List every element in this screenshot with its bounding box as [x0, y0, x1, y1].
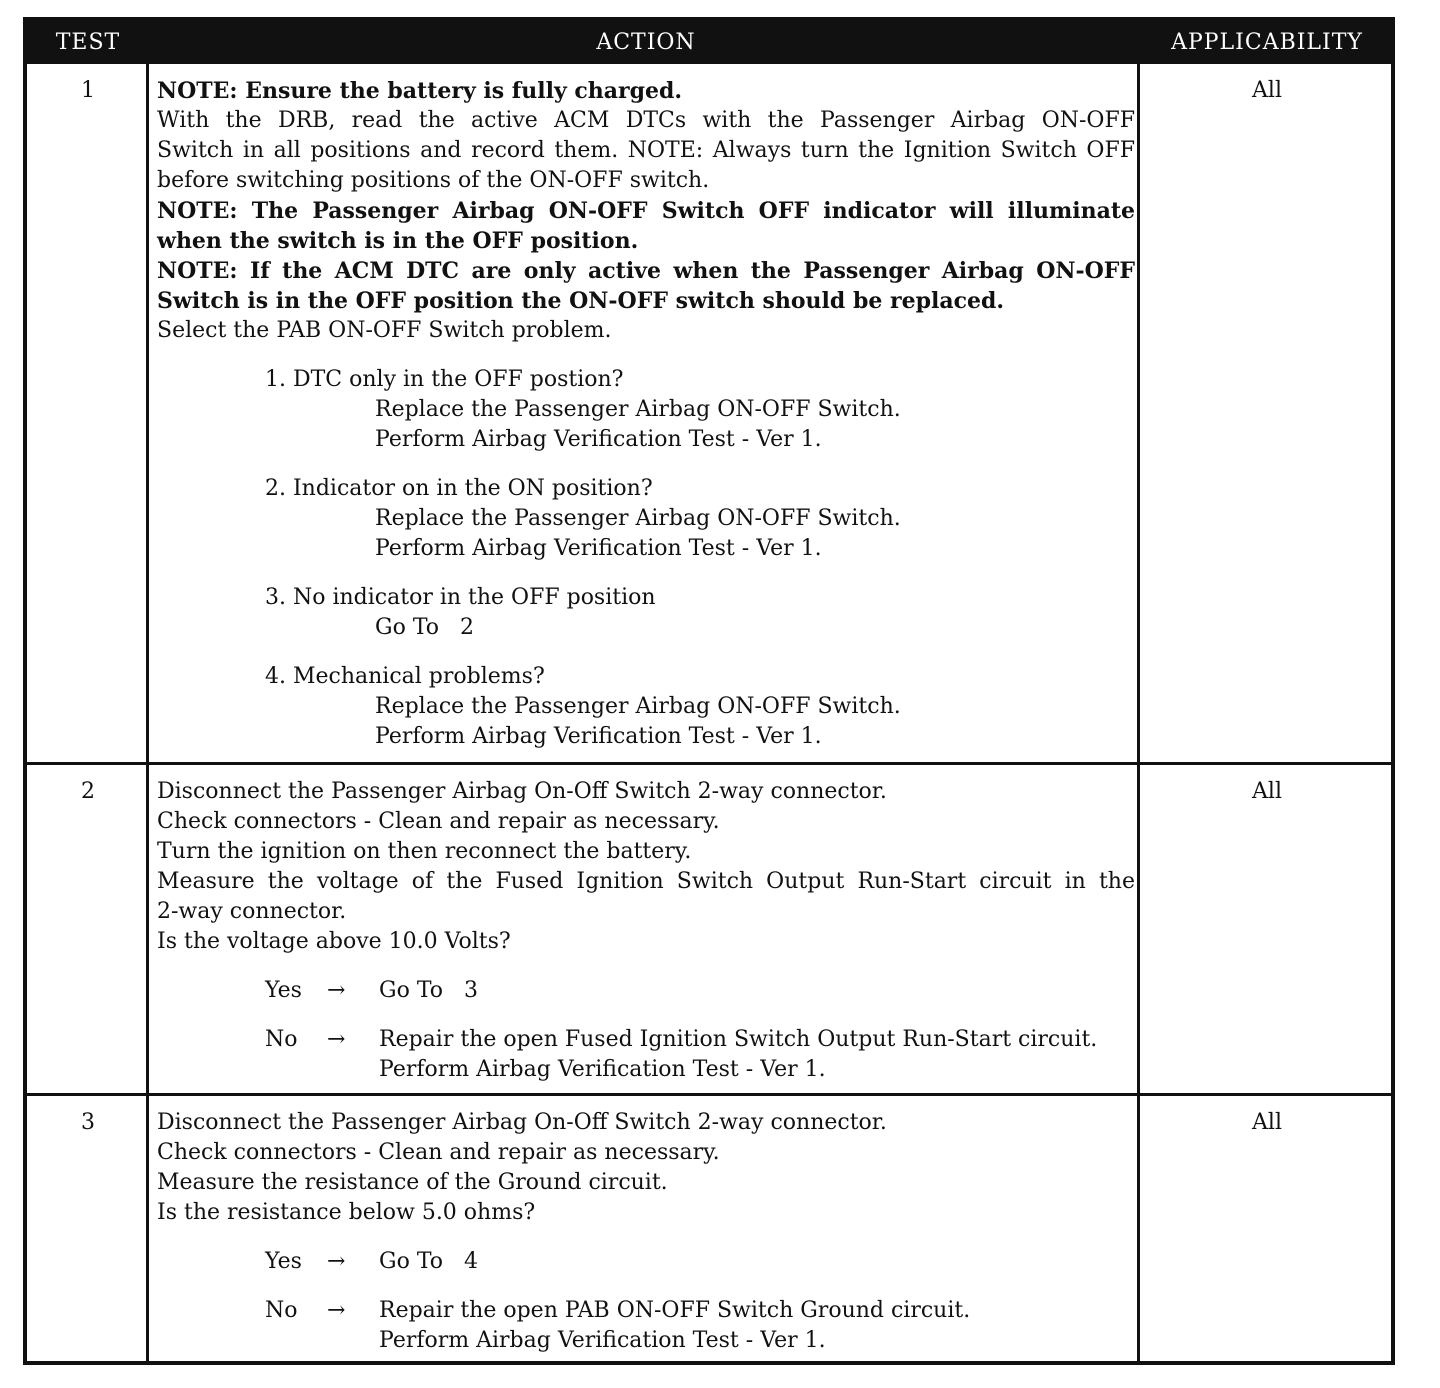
- test-number: 2: [81, 779, 95, 804]
- problem-option-1: [265, 365, 1135, 455]
- test-number: 3: [81, 1110, 95, 1135]
- action-line: 2-way connector.: [157, 899, 347, 924]
- test-applicability: All: [1252, 78, 1282, 103]
- table-header: [27, 21, 1391, 64]
- branch-no: [265, 1296, 1135, 1356]
- action-line: Is the voltage above 10.0 Volts?: [157, 929, 511, 954]
- test-action: [157, 777, 1135, 1085]
- action-line: before switching positions of the ON-OFF switch.: [157, 168, 710, 193]
- note-line: Switch is in the OFF position the ON-OFF switch should be replaced.: [157, 288, 1005, 314]
- note-line: NOTE: If the ACM DTC are only active when the Passenger Airbag ON-OFF: [157, 258, 1135, 284]
- header-applicability: APPLICABILITY: [1171, 30, 1363, 55]
- branch-answer: Yes: [265, 1249, 302, 1274]
- option-label: 4. Mechanical problems?: [265, 664, 545, 689]
- test-applicability: All: [1252, 779, 1282, 804]
- test-number: 1: [81, 78, 95, 103]
- option-step: Replace the Passenger Airbag ON-OFF Switch.: [375, 397, 901, 422]
- branch-yes: [265, 976, 1135, 1006]
- test-row-1: [27, 64, 1391, 762]
- branch-answer: No: [265, 1298, 298, 1323]
- branch-step: Perform Airbag Verification Test - Ver 1.: [379, 1328, 826, 1353]
- action-line: Measure the voltage of the Fused Ignition Switch Output Run-Start circuit in the: [157, 869, 1135, 894]
- test-action: [157, 76, 1135, 752]
- arrow-icon: →: [327, 1298, 346, 1323]
- arrow-icon: →: [327, 978, 346, 1003]
- branch-step: Go To 4: [379, 1249, 478, 1274]
- action-line: Check connectors - Clean and repair as necessary.: [157, 1140, 720, 1165]
- test-applicability: All: [1252, 1110, 1282, 1135]
- option-step: Perform Airbag Verification Test - Ver 1.: [375, 724, 822, 749]
- test-row-3: [27, 1096, 1391, 1361]
- option-step: Perform Airbag Verification Test - Ver 1.: [375, 536, 822, 561]
- branch-answer: Yes: [265, 978, 302, 1003]
- action-line: Disconnect the Passenger Airbag On-Off Switch 2-way connector.: [157, 779, 887, 804]
- option-label: 2. Indicator on in the ON position?: [265, 476, 653, 501]
- option-step: Go To 2: [375, 615, 474, 640]
- branch-yes: [265, 1247, 1135, 1277]
- branch-answer: No: [265, 1027, 298, 1052]
- option-label: 3. No indicator in the OFF position: [265, 585, 656, 610]
- branch-no: [265, 1025, 1135, 1085]
- note-line: when the switch is in the OFF position.: [157, 228, 639, 254]
- test-row-2: [27, 765, 1391, 1093]
- problem-option-2: [265, 474, 1135, 564]
- action-line: Select the PAB ON-OFF Switch problem.: [157, 318, 612, 343]
- action-line: Disconnect the Passenger Airbag On-Off Switch 2-way connector.: [157, 1110, 887, 1135]
- action-line: Measure the resistance of the Ground circuit.: [157, 1170, 668, 1195]
- action-line: Turn the ignition on then reconnect the battery.: [157, 839, 692, 864]
- test-action: [157, 1108, 1135, 1356]
- branch-step: Perform Airbag Verification Test - Ver 1.: [379, 1057, 826, 1082]
- option-step: Perform Airbag Verification Test - Ver 1.: [375, 427, 822, 452]
- header-test: TEST: [55, 30, 121, 55]
- option-step: Replace the Passenger Airbag ON-OFF Switch.: [375, 506, 901, 531]
- problem-option-4: [265, 662, 1135, 752]
- problem-option-3: [265, 583, 1135, 643]
- branch-step: Repair the open Fused Ignition Switch Output Run-Start circuit.: [379, 1027, 1098, 1052]
- option-label: 1. DTC only in the OFF postion?: [265, 367, 624, 392]
- diagnostic-test-table: [23, 17, 1395, 1365]
- header-action: ACTION: [596, 30, 696, 55]
- action-line: Check connectors - Clean and repair as necessary.: [157, 809, 720, 834]
- arrow-icon: →: [327, 1027, 346, 1052]
- note-line: NOTE: The Passenger Airbag ON-OFF Switch OFF indicator will illuminate: [157, 198, 1135, 224]
- option-step: Replace the Passenger Airbag ON-OFF Switch.: [375, 694, 901, 719]
- branch-step: Go To 3: [379, 978, 478, 1003]
- branch-step: Repair the open PAB ON-OFF Switch Ground circuit.: [379, 1298, 971, 1323]
- arrow-icon: →: [327, 1249, 346, 1274]
- action-line: With the DRB, read the active ACM DTCs with the Passenger Airbag ON-OFF: [157, 108, 1135, 133]
- action-line: Switch in all positions and record them. NOTE: Always turn the Ignition Switch OFF: [157, 138, 1135, 163]
- action-line: Is the resistance below 5.0 ohms?: [157, 1200, 536, 1225]
- note-line: NOTE: Ensure the battery is fully charged.: [157, 78, 683, 104]
